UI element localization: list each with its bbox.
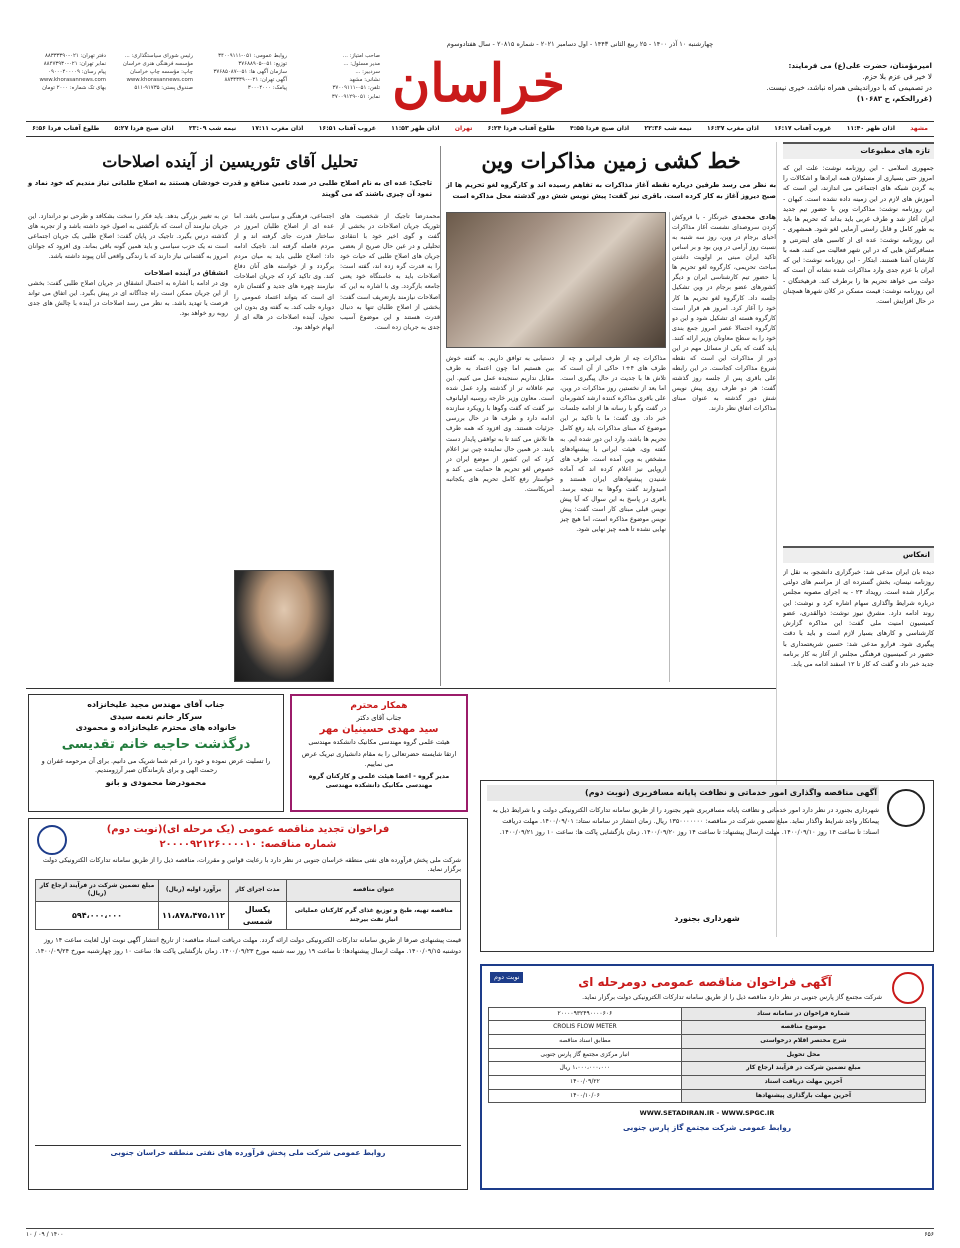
quote-line1: لا خیر فی عزم بلا حزم. <box>862 72 932 82</box>
table-header: محل تحویل <box>681 1048 925 1062</box>
prayer-times-bar <box>26 121 934 137</box>
table-cell: ۵۹۴،۰۰۰،۰۰۰ <box>36 901 159 929</box>
table-cell: یکسال شمسی <box>228 901 287 929</box>
tender3-sites: WWW.SETADIRAN.IR - WWW.SPGC.IR <box>639 1109 775 1118</box>
table-cell: ۱۱،۸۷۸،۴۷۵،۱۱۲ <box>159 901 229 929</box>
story-divider <box>440 146 441 686</box>
story1-byline: هادی محمدی <box>731 213 776 221</box>
info-line: توزیع: ۰۵۱-۳۷۶۸۸۹۰۵ <box>238 61 287 68</box>
story1-lead: به نظر می رسد طرفین درباره نقطه آغاز مذاکرات به تفاهم رسیده اند و کارگروه لغو تحریم ها از صبح دیروز آغاز به کار کرده است. باقری نیز گفت: پیش نویس شش دور گذشته محل مذاکره است <box>446 181 776 200</box>
table-header: موضوع مناقصه <box>681 1021 925 1035</box>
time-item: نیمه شب ۲۳:۰۹ <box>188 124 237 132</box>
city-tehran: تهران <box>454 124 473 132</box>
time-item: اذان مغرب ۱۶:۳۷ <box>706 124 759 132</box>
echo-heading: انعکاس <box>783 546 934 563</box>
ad2-headline: درگذشت حاجیه خانم تقدیسی <box>61 736 251 752</box>
bojnurd-tender-ad <box>480 780 934 952</box>
info-line: مدیر مسئول: ... <box>343 61 380 68</box>
table-cell: ۲۰۰۰۰۹۳۲۴۹۰۰۰۰۶۰۶ <box>489 1007 682 1021</box>
info-line: رئیس شورای سیاستگذاری: ... <box>124 53 193 59</box>
tender2-title: آگهی مناقصه واگذاری امور خدماتی و نظافت پایانه مسافربری (نوبت دوم) <box>487 785 879 801</box>
time-item: غروب آفتاب ۱۶:۱۷ <box>774 124 832 132</box>
story2-headline: تحلیل آقای تئوریسین از آینده اصلاحات <box>102 152 358 171</box>
info-line: نمابر: ۰۵۱-۳۷۰۰۹۱۲۹ <box>331 93 380 100</box>
table-cell: CROLIS FLOW METER <box>489 1021 682 1035</box>
municipality-emblem-icon <box>887 789 925 827</box>
ad1-name: سید مهدی حسینیان مهر <box>319 724 439 736</box>
quote-line2: در تصمیمی که با دوراندیشی همراه نباشد، خیری نیست. <box>766 83 932 93</box>
info-line: پیام رسان: ۰۹۰۰۰۴۰۰۰۰۹ <box>48 69 106 76</box>
time-item: نیمه شب ۲۲:۳۶ <box>644 124 692 132</box>
table-header: آخرین مهلت بارگذاری پیشنهادها <box>681 1089 925 1103</box>
story2-lead: تاجیک: عده ای به نام اصلاح طلبی در صدد تامین منافع و قدرت خودشان هستند به اصلاح طلبانی نیاز مندیم که خود نماد و نمود آن چیزی باشند که می گویند <box>28 179 432 198</box>
story2-column-3 <box>28 212 228 682</box>
info-line: دفتر تهران: ۰۲۱-۸۸۳۳۳۳۹۰ <box>44 53 106 59</box>
story2-column-1: محمدرضا تاجیک از شخصیت های تئوریک جریان اصلاحات در بخشی از گفت و گوی اخیر خود با انتقادی تحلیلی و در عین حال صریح از بعضی جریان های اصلاح طلبی که حیات خود را به قدرت گره زده اند، گفته است: اصلاحات باید به خاستگاه خود یعنی جامعه بازگردد. وی با اشاره به این که اصلاحات نیازمند بازتعریف است گفت: بخشی از اصلاح طلبان تنها به دنبال قدرت هستند و این موضوع آسیب جدی به جریان زده است. <box>340 213 440 331</box>
tender3-badge: نوبت دوم <box>490 972 523 983</box>
tender3-footer: روابط عمومی شرکت مجتمع گاز پارس جنوبی <box>622 1122 792 1132</box>
story1-body-1: خبرنگار - با فروکش کردن سروصدای نشست آغاز مذاکرات احیای برجام در وین، روز سه شنبه به نسبت روز آرامی در وین بود و بر اساس تاکید ایران مبنی بر اولویت داشتن مباحث تحریمی، کارگروه لغو تحریم ها با حضور تیم کارشناسی ایران و دیگر کشورهای عضو برجام در وین تشکیل جلسه داد. کارگروه لغو تحریم ها کار خود را آغاز کرد. امروز هم قرار است کارگروه هسته ای تشکیل شود و این دو کارگروه احتمالا عصر امروز جمع بندی خود را به سطح معاونان وزیر ارائه کنند. باید گفت که یکی از مسائل مهم در این دور از مذاکرات این است که نقطه شروع مذاکرات کجاست. در این رابطه علی باقری پس از جلسه روز گذشته گفت: هر دو طرف روی پیش نویس شش دور گذشته به عنوان مبنای مذاکرات اتفاق نظر دارند. <box>672 214 776 413</box>
info-column-1 <box>290 52 380 101</box>
story2-column-2: اجتماعی، فرهنگی و سیاسی باشد. اما عده ای از اصلاح طلبان امروز در ساختار قدرت جای گرفته اند و از مردم فاصله گرفته اند. تاجیک ادامه داد: اصلاح طلبی باید به میان مردم برگردد و از خواسته های آنان دفاع کند. وی تاکید کرد که جریان اصلاحات نیازمند چهره های جدید و گفتمان تازه ای است که بتواند اعتماد عمومی را دوباره جلب کند. به گفته وی بدون این تحول، آینده اصلاحات در هاله ای از ابهام خواهد بود. <box>234 213 334 331</box>
hadith-quote <box>722 60 932 105</box>
table-header: مدت اجرای کار <box>228 879 287 901</box>
info-line: نمابر تهران: ۰۲۱-۸۸۴۷۳۹۳۰ <box>43 61 106 68</box>
condolence-ad <box>28 694 284 812</box>
time-item: اذان صبح فردا ۵:۲۷ <box>114 124 174 132</box>
time-item: اذان مغرب ۱۷:۱۱ <box>251 124 304 132</box>
press-review-text: جمهوری اسلامی - این روزنامه نوشت: علت این که امروز حتی بسیاری از مسئولان همه ایرادها و اشکالات را به گردن شبکه های اجتماعی می اندازند، این است که آموزش های لازم در این زمینه داده نشده است. کیهان - این روزنامه نوشت: مذاکرات وین با حضور تیم جدید ایران آغاز شد و طرف غربی باید بداند که تحریم ها باید به طور کامل و قابل راستی آزمایی لغو شود. همشهری - این روزنامه نوشت: عده ای از کاسبی های اینترنتی و مسافرکش هایی که در این شهر فعالیت می کنند، همه با کارشان آشنا هستند. ابتکار - این روزنامه نوشت: این که ایران با عزم جدی وارد مذاکرات شده نشانه آن است که دولت می خواهد تحریم ها را برطرف کند. فرهیختگان - این روزنامه نوشت: قیمت مسکن در کلان شهرها همچنان در حال افزایش است. <box>783 163 934 306</box>
negotiation-photo <box>446 212 666 348</box>
table-header: شماره فراخوان در سامانه ستاد <box>681 1007 925 1021</box>
info-line: www.khorasannews.com <box>126 77 193 84</box>
tender2-body: شهرداری بجنورد در نظر دارد امور خدماتی و نظافت پایانه مسافربری شهر بجنورد را از طریق سامانه تدارکات الکترونیکی دولت و با شرایط ذیل به پیمانکار واجد شرایط واگذار نماید. مبلغ تضمین شرکت در مناقصه: ۱۳۵۰۰۰۰۰۰۰ ریال. زمان انتشار در سامانه ستاد: ۱۴۰۰/۰۹/۰۱. مهلت دریافت اسناد: تا ساعت ۱۴ روز ۱۴۰۰/۰۹/۱۰. مهلت ارسال پیشنهاد: تا ساعت ۱۴ روز ۱۴۰۰/۰۹/۲۰. زمان بازگشایی پاکت ها: ساعت ۱۰ روز ۱۴۰۰/۰۹/۲۱. <box>492 805 879 836</box>
story2-body-3: تن به تغییر بزرگی بدهد. باید فکر را سخت بشکافد و طرحی نو دراندازد. این جریان نیازمند آن است که بازگشتی به اصول خود داشته باشد و از تجربه های گذشته درس بگیرد. تاجیک در پایان گفت: اصلاح طلبی یک جریان اجتماعی است نه یک حزب سیاسی و باید همین گونه باقی بماند. وی افزود که جوانان امروز به گفتمانی نیاز دارند که با زندگی واقعی آنان پیوند داشته باشد. <box>28 213 228 261</box>
table-header: مبلغ تضمین شرکت در فرآیند ارجاع کار (ریال) <box>36 879 159 901</box>
date-line: چهارشنبه ۱۰ آذر ۱۴۰۰ - ۲۵ ربیع الثانی ۱۴۴۳ - اول دسامبر ۲۰۲۱ - شماره ۲۰۸۱۵ - سال هفتادوسوم <box>446 40 714 48</box>
table-header: مبلغ تضمین شرکت در فرآیند ارجاع کار <box>681 1062 925 1076</box>
time-item: طلوع آفتاب فردا ۶:۵۶ <box>32 124 100 132</box>
story1-headline: خط کشی زمین مذاکرات وین <box>481 148 741 173</box>
table-header: برآورد اولیه (ریال) <box>159 879 229 901</box>
story1-column-2: مذاکرات چه از طرف ایرانی و چه از طرف های ۴+۱ حاکی از آن است که تلاش ها با جدیت در حال پیگیری است. اما بعد از نخستین روز مذاکرات در وین، علی باقری مذاکره کننده ارشد کشورمان در گفت وگو با رسانه ها از ادامه جلسات خبر داد. وی گفت: ما با تاکید بر این موضوع که مبنای مذاکرات باید رفع کامل تحریم ها باشد، وارد این دور شده ایم. به گفته وی، هیئت ایرانی با پیشنهادهای مشخص به وین آمده است. طرف های اروپایی نیز اعلام کرده اند که آماده شنیدن پیشنهادهای ایران هستند و امیدوارند گفت وگوها به نتیجه برسد. باقری در پاسخ به این سوال که آیا پیش نویس قبلی مبنای کار است گفت: پیش نویس موضوع مذاکره است، اما هیچ چیز نهایی نشده تا همه چیز نهایی شود. <box>560 355 666 534</box>
table-cell: ۱۴۰۰/۰۹/۲۲ <box>489 1075 682 1089</box>
info-line: پیامک: ۳۰۰۰۴۰۰۰ <box>247 85 287 92</box>
info-line: نشانی: مشهد <box>349 77 380 84</box>
info-line: صاحب امتیاز: ... <box>342 53 380 59</box>
info-line: مؤسسه فرهنگی هنری خراسان <box>122 61 193 68</box>
ad2-line3: خانواده های محترم علیخانزاده و محمودی <box>75 723 237 733</box>
info-line: سازمان آگهی ها: ۰۵۱-۳۷۶۸۵۰۸۷ <box>213 69 287 76</box>
table-header: عنوان مناقصه <box>287 879 461 901</box>
story2-subhead: انشقاق در آینده اصلاحات <box>144 269 228 278</box>
section-divider <box>26 688 776 689</box>
table-cell: ۱،۰۰۰،۰۰۰،۰۰۰ ریال <box>489 1062 682 1076</box>
ad1-body: ارتقا شایسته حضرتعالی را به مقام دانشیاری تبریک عرض می نماییم. <box>301 750 457 768</box>
table-header: آخرین مهلت دریافت اسناد <box>681 1075 925 1089</box>
tender3-intro: شرکت مجتمع گاز پارس جنوبی در نظر دارد مناقصه ذیل را از طریق سامانه تدارکات الکترونیکی دولت برگزار نماید. <box>582 994 882 1002</box>
time-item: اذان ظهر ۱۱:۵۳ <box>391 124 440 132</box>
tender1-title: فراخوان تجدید مناقصه عمومی (یک مرحله ای)(نوبت دوم) <box>106 824 390 835</box>
echo-text: دیده بان ایران مدعی شد: خبرگزاری دانشجو، به نقل از روزنامه نیسان، بخش گسترده ای از مراسم های دولتی برگزار شده است. رویداد ۲۴ - به اجرای مصوبه مجلس درباره شرایط واگذاری سهام اشاره کرد و نوشت: این روند ادامه دارد. مشرق نیوز نوشت: ذوالقدری، عضو کمیسیون امنیت ملی گفت: این مذاکره گزارش کارشناسی و کارهای بسیار لازم است و باید با دقت پیگیری شود. فرارو مدعی شد: حسین شریعتمداری با حضور در کمیسیون فرهنگی مجلس از آغاز به کار برنامه جدید خبر داد و گفت که کار تا ۱۲ اسفند ادامه می یابد. <box>783 567 934 668</box>
column-divider <box>669 212 670 682</box>
tender1-number: شماره مناقصه: ۲۰۰۰۰۹۲۱۲۶۰۰۰۰۱۰ <box>159 838 337 850</box>
story1-column-3: دستیابی به توافق داریم. به گفته خوش بین هستیم اما چون اعتماد به طرف مقابل نداریم سنجیده عمل می کنیم. این تیم عاقلانه تر از گذشته وارد عمل شده است. معاون وزیر خارجه روسیه اولیانوف نیز گفت که گفت وگوها با رویکرد سازنده ادامه دارد و طرف ها در حال بررسی جزئیات هستند. وی افزود که همه طرف ها تلاش می کنند تا به توافقی پایدار دست یابند. در همین حال نماینده چین نیز اعلام کرد که این کشور از موضع ایران در خصوص لغو تحریم ها حمایت می کند و خواستار رفع کامل تحریم های یکجانبه آمریکاست. <box>446 355 554 493</box>
ad2-line1: جناب آقای مهندس مجید علیخانزاده <box>87 700 225 709</box>
ad1-signature: مدیر گروه - اعضا هیئت علمی و کارکنان گروه مهندسی مکانیک دانشکده مهندسی <box>308 772 450 790</box>
info-line: سردبیر: ... <box>355 69 380 76</box>
time-item: غروب آفتاب ۱۶:۵۱ <box>318 124 376 132</box>
city-mashhad: مشهد <box>910 124 928 132</box>
story1-column-1 <box>672 212 776 682</box>
info-line: بهای تک شماره: ۲۰۰۰ تومان <box>42 85 106 92</box>
table-header: شرح مختصر اقلام درخواستی <box>681 1034 925 1048</box>
info-column-2 <box>195 52 287 93</box>
info-line: تلفن: ۰۵۱-۳۷۰۰۹۱۱۱ <box>332 85 380 92</box>
tajik-portrait <box>234 570 334 682</box>
congratulation-ad <box>290 694 468 812</box>
oil-company-logo-icon <box>37 825 67 855</box>
info-line: چاپ: مؤسسه چاپ خراسان <box>130 69 193 76</box>
table-cell: ۱۴۰۰/۱۰/۰۶ <box>489 1089 682 1103</box>
story2-body-3b: وی در ادامه با اشاره به احتمال انشقاق در جریان اصلاح طلبی گفت: بخشی از این جریان ممکن است راه جداگانه ای در پیش بگیرد. این اتفاق می تواند فرصت یا تهدید باشد. به نظر می رسد اصلاحات در آینده با چالش های جدی روبه رو خواهد بود. <box>28 280 228 318</box>
info-line: www.khorasannews.com <box>39 77 106 84</box>
ad1-name-intro: جناب آقای دکتر <box>356 714 402 723</box>
ad1-title: همکار محترم <box>350 701 408 711</box>
table-cell: مطابق اسناد مناقصه <box>489 1034 682 1048</box>
info-column-4 <box>26 52 106 93</box>
info-column-3 <box>108 52 193 93</box>
ad1-role: هیئت علمی گروه مهندسی مکانیک دانشکده مهندسی <box>308 737 450 746</box>
footer-page-number: ۶۵۶ <box>924 1231 934 1239</box>
gas-company-logo-icon <box>892 972 924 1004</box>
tender3-title: آگهی فراخوان مناقصه عمومی دومرحله ای <box>578 975 832 989</box>
quote-title: امیرمؤمنان، حضرت علی(ع) می فرمایند: <box>788 61 932 70</box>
newspaper-logo: خراسان <box>392 53 565 114</box>
ad2-line2: سرکار خانم نغمه سیدی <box>109 711 203 721</box>
info-line: روابط عمومی: ۰۵۱-۳۴۰۰۹۱۱۱ <box>218 53 287 59</box>
tender1-intro: شرکت ملی پخش فرآورده های نفتی منطقه خراسان جنوبی در نظر دارد با رعایت قوانین و مقررات، مناقصه ذیل را از طریق سامانه تدارکات الکترونیکی دولت برگزار نماید. <box>42 856 461 874</box>
info-line: صندوق پستی: ۹۱۷۳۵-۵۱۱ <box>134 85 193 92</box>
oil-tender-ad <box>28 818 468 1190</box>
time-item: اذان صبح فردا ۴:۵۵ <box>570 124 630 132</box>
tender2-footer: شهرداری بجنورد <box>674 913 740 923</box>
ad2-signature: محمودرضا محمودی و بانو <box>105 778 207 788</box>
page-footer <box>26 1228 934 1240</box>
table-cell: انبار مرکزی مجتمع گاز پارس جنوبی <box>489 1048 682 1062</box>
press-review-heading: تازه های مطبوعات <box>783 142 934 159</box>
tender1-footer: روابط عمومی شرکت ملی پخش فرآورده های نفتی منطقه خراسان جنوبی <box>35 1145 461 1159</box>
info-line: آگهی تهران: ۰۲۱-۸۸۳۳۳۳۹۰ <box>224 77 287 84</box>
table-cell: مناقصه تهیه، طبخ و توزیع غذای گرم کارکنان عملیاتی انبار نفت بیرجند <box>287 901 461 929</box>
tender3-table <box>488 1007 926 1104</box>
ad2-body: را تسلیت عرض نموده و خود را در غم شما شریک می دانیم. برای آن مرحومه غفران و رحمت الهی و برای بازماندگان صبر آرزومندیم. <box>41 756 271 774</box>
gas-tender-ad <box>480 964 934 1190</box>
tender1-table <box>35 879 461 931</box>
tender1-body: قیمت پیشنهادی صرفا از طریق سامانه تدارکات الکترونیکی دولت ارائه گردد. مهلت دریافت اسناد مناقصه: از تاریخ انتشار آگهی نوبت اول لغایت ساعت ۱۴ روز دوشنبه ۱۴۰۰/۰۹/۱۵. مهلت ارسال پیشنهادها: تا ساعت ۱۹ روز سه شنبه مورخ ۱۴۰۰/۰۹/۲۳. زمان بازگشایی پاکت ها: ساعت ۱۰ روز چهارشنبه مورخ ۱۴۰۰/۰۹/۲۴. <box>35 936 461 956</box>
time-item: اذان ظهر ۱۱:۴۰ <box>846 124 895 132</box>
footer-date: ۱۴۰۰ / ۰۹ / ۱۰ <box>26 1231 64 1239</box>
quote-source: (غررالحکم، ح ۱۰۶۸۳) <box>856 94 932 104</box>
time-item: طلوع آفتاب فردا ۶:۲۴ <box>487 124 555 132</box>
